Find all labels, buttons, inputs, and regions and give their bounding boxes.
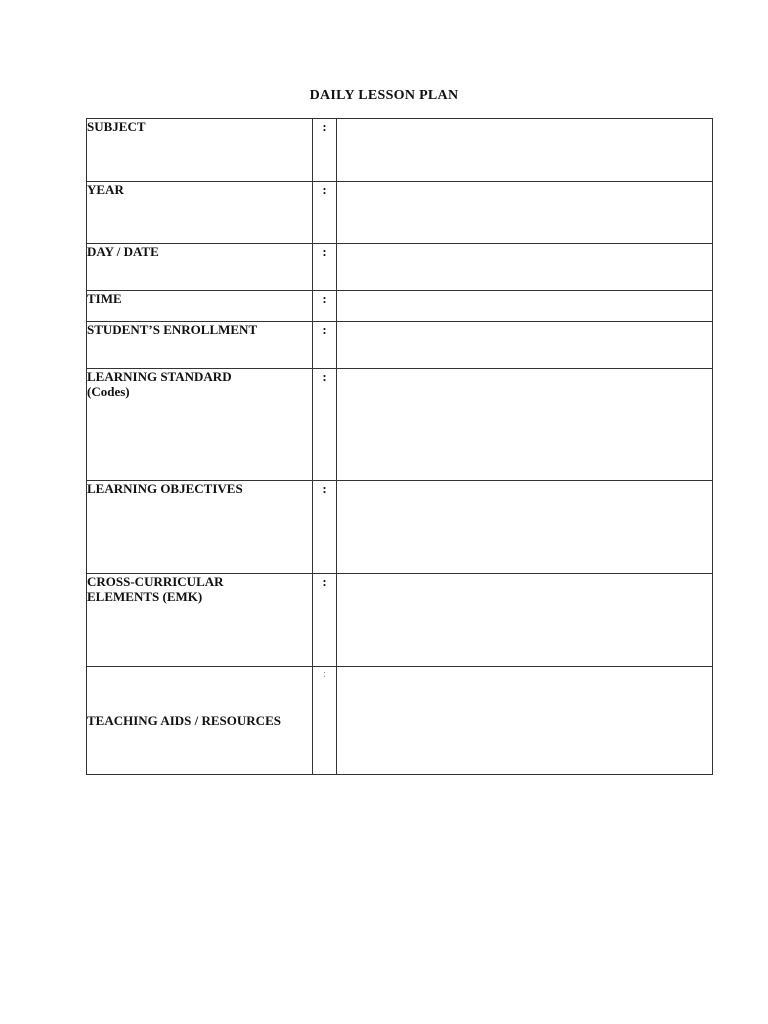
field-value-enrollment[interactable]	[337, 322, 713, 369]
colon-separator: :	[313, 291, 337, 322]
field-label-day-date	[87, 244, 313, 291]
label-text: DAY / DATE	[87, 244, 159, 259]
label-text: LEARNING OBJECTIVES	[87, 481, 243, 496]
page-title: DAILY LESSON PLAN	[309, 88, 459, 103]
field-label-learning-objectives	[87, 481, 313, 574]
colon-separator: :	[313, 667, 337, 775]
row-subject	[87, 119, 713, 182]
label-text: TEACHING AIDS / RESOURCES	[87, 713, 281, 728]
field-label-subject	[87, 119, 313, 182]
row-time	[87, 291, 713, 322]
row-cross-curricular	[87, 574, 713, 667]
colon-separator: :	[313, 322, 337, 369]
field-label-teaching-aids	[87, 667, 313, 775]
field-value-learning-objectives[interactable]	[337, 481, 713, 574]
field-label-cross-curricular	[87, 574, 313, 667]
label-text: CROSS-CURRICULAR	[87, 574, 224, 589]
field-value-learning-standard[interactable]	[337, 369, 713, 481]
label-text: LEARNING STANDARD	[87, 369, 232, 384]
colon-separator: :	[313, 369, 337, 481]
field-value-day-date[interactable]	[337, 244, 713, 291]
colon-separator: :	[313, 119, 337, 182]
lesson-plan-table	[86, 118, 713, 775]
colon-separator: :	[313, 244, 337, 291]
row-day-date	[87, 244, 713, 291]
label-text: YEAR	[87, 182, 124, 197]
row-enrollment	[87, 322, 713, 369]
row-learning-objectives	[87, 481, 713, 574]
row-year	[87, 182, 713, 244]
colon-separator: :	[313, 481, 337, 574]
row-learning-standard	[87, 369, 713, 481]
field-value-time[interactable]	[337, 291, 713, 322]
field-value-year[interactable]	[337, 182, 713, 244]
field-value-cross-curricular[interactable]	[337, 574, 713, 667]
field-value-subject[interactable]	[337, 119, 713, 182]
row-teaching-aids	[87, 667, 713, 775]
field-label-enrollment	[87, 322, 313, 369]
label-text: TIME	[87, 291, 122, 306]
label-subtext: ELEMENTS (EMK)	[87, 589, 203, 604]
label-text: STUDENT’S ENROLLMENT	[87, 322, 258, 337]
colon-separator: :	[313, 182, 337, 244]
label-text: SUBJECT	[87, 119, 146, 134]
field-label-year	[87, 182, 313, 244]
field-label-learning-standard	[87, 369, 313, 481]
field-label-time	[87, 291, 313, 322]
field-value-teaching-aids[interactable]	[337, 667, 713, 775]
label-subtext: (Codes)	[87, 384, 130, 399]
colon-separator: :	[313, 574, 337, 667]
